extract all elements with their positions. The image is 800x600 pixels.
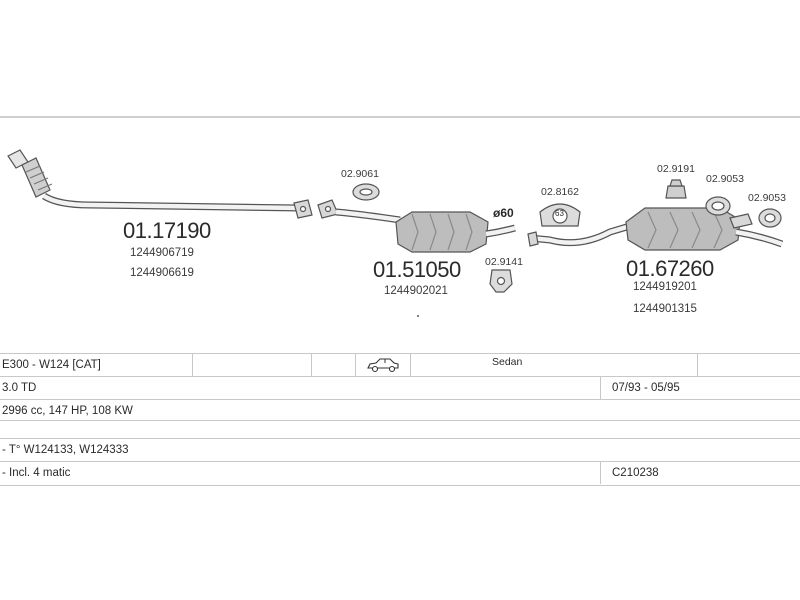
table-row-type-codes xyxy=(0,438,800,461)
oem-number: 1244902021 xyxy=(384,285,448,297)
catalog-code: C210238 xyxy=(612,467,659,479)
fitting-02-9061-drawing xyxy=(353,184,379,200)
type-codes: - T° W124133, W124333 xyxy=(2,444,129,456)
fitting-02-9191-drawing xyxy=(666,180,686,198)
middle-silencer-drawing xyxy=(318,200,515,252)
oem-number: 1244906619 xyxy=(130,267,194,279)
fitting-label[interactable]: 02.8162 xyxy=(541,186,579,198)
fitting-02-9053-drawing-b xyxy=(759,209,781,227)
oem-number: 1244901315 xyxy=(633,303,697,315)
table-row-engine xyxy=(0,376,800,399)
column-divider xyxy=(410,354,411,376)
pipe-diameter-label: ø60 xyxy=(493,206,514,220)
column-divider xyxy=(355,354,356,376)
part-number-01-17190[interactable]: 01.17190 xyxy=(123,218,211,243)
fitting-label[interactable]: 02.9061 xyxy=(341,168,379,180)
production-period: 07/93 - 05/95 xyxy=(612,382,680,394)
variant-note: - Incl. 4 matic xyxy=(2,467,71,479)
column-divider xyxy=(697,354,698,376)
fitting-label[interactable]: 02.9053 xyxy=(748,192,786,204)
fitting-label[interactable]: 02.9191 xyxy=(657,163,695,175)
fitting-02-9053-drawing-a xyxy=(706,197,730,215)
fitting-label[interactable]: 02.9141 xyxy=(485,256,523,268)
fitting-02-9141-drawing xyxy=(490,270,512,292)
part-number-01-67260[interactable]: 01.67260 xyxy=(626,256,714,281)
oem-number: 1244919201 xyxy=(633,281,697,293)
engine-specs: 2996 cc, 147 HP, 108 KW xyxy=(2,405,133,417)
clamp-code-label: 63 xyxy=(555,209,564,218)
table-row-model xyxy=(0,353,800,376)
fitting-label[interactable]: 02.9053 xyxy=(706,173,744,185)
table-row-note xyxy=(0,461,800,484)
oem-number: 1244906719 xyxy=(130,247,194,259)
table-row-specs xyxy=(0,399,800,422)
column-divider xyxy=(192,354,193,376)
column-divider xyxy=(311,354,312,376)
stray-dot xyxy=(417,315,419,317)
engine: 3.0 TD xyxy=(2,382,37,394)
table-bottom-border xyxy=(0,485,800,486)
column-divider xyxy=(600,462,601,484)
column-divider xyxy=(600,377,601,399)
front-pipe-drawing xyxy=(8,150,312,218)
body-type: Sedan xyxy=(492,356,523,368)
vehicle-model: E300 - W124 [CAT] xyxy=(2,359,101,371)
part-number-01-51050[interactable]: 01.51050 xyxy=(373,257,461,282)
table-row-empty xyxy=(0,420,800,439)
